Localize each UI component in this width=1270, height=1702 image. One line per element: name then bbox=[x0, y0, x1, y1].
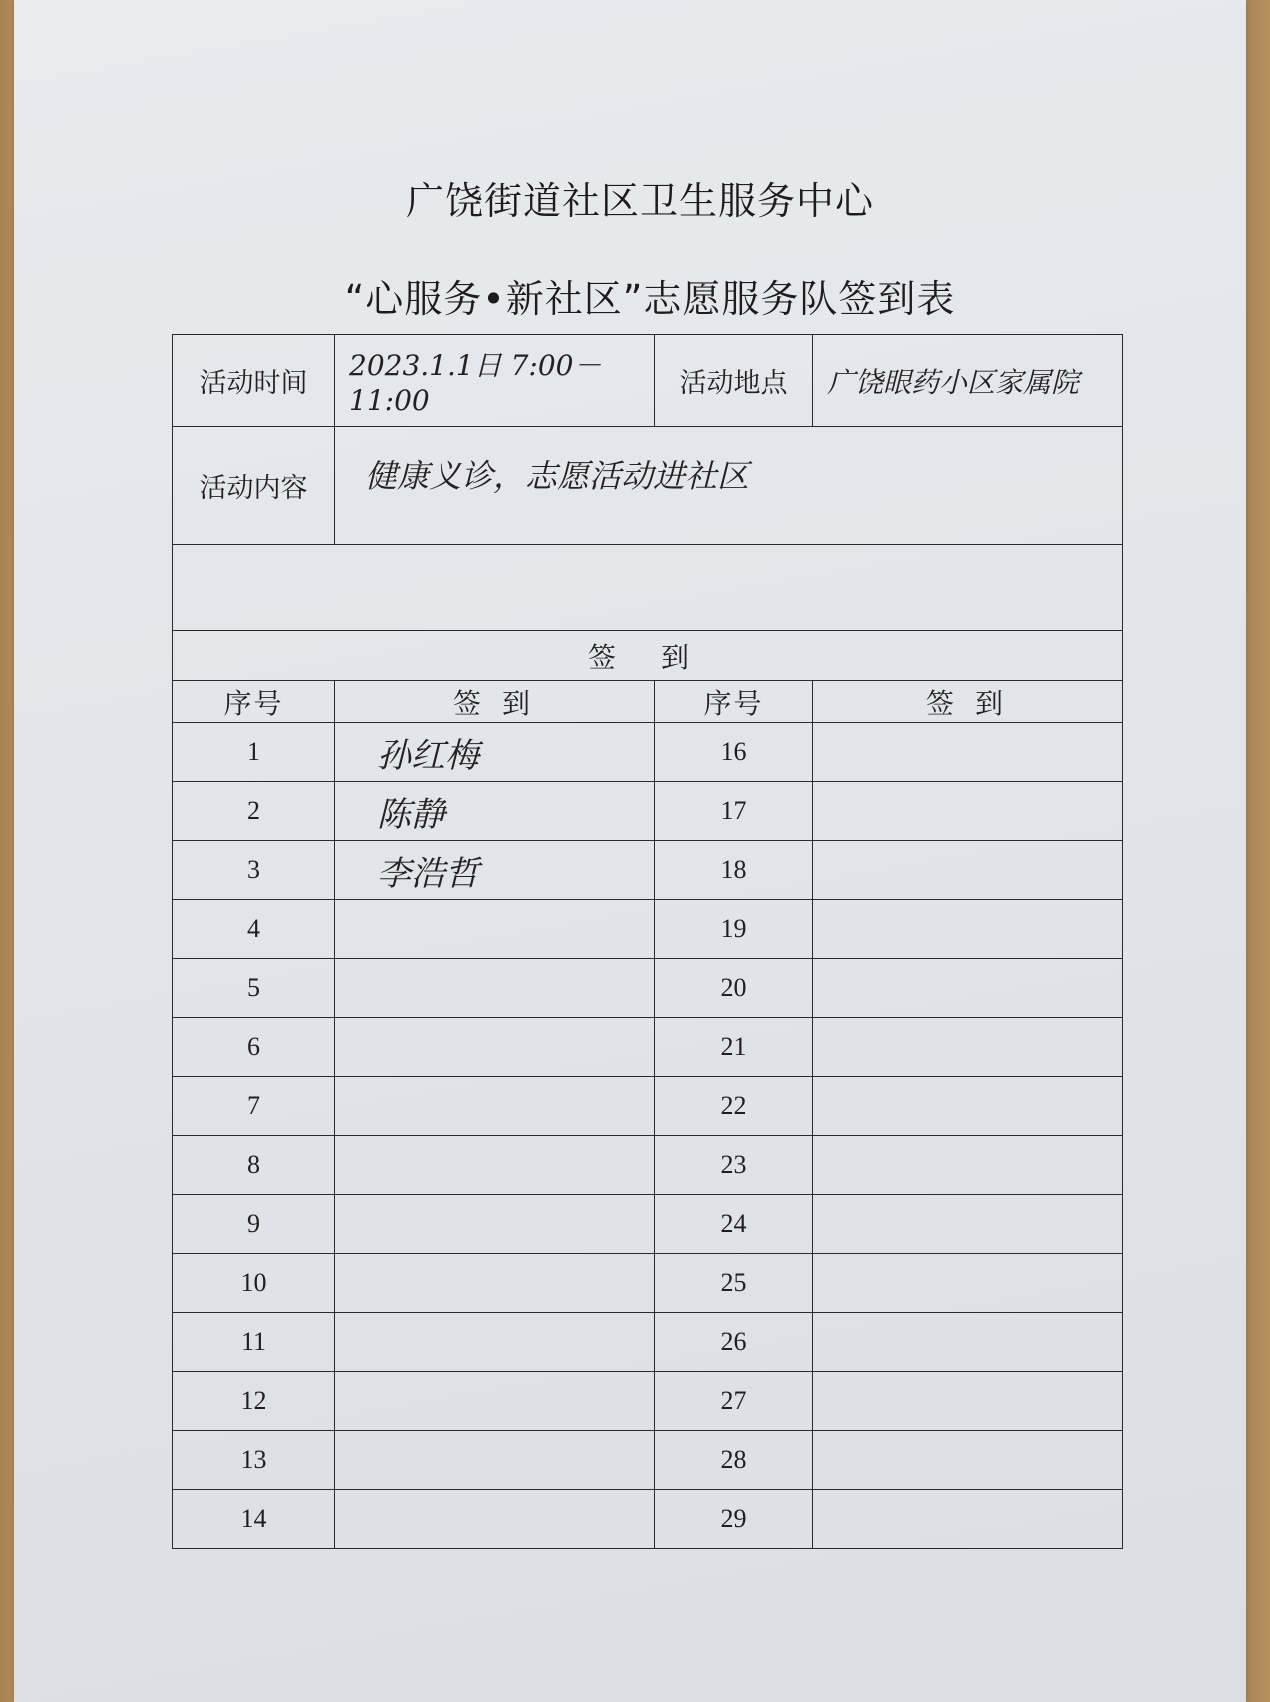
signature-cell-right[interactable] bbox=[813, 1490, 1123, 1549]
column-header-seq: 序号 bbox=[173, 681, 335, 723]
signin-table bbox=[172, 334, 1123, 1549]
signature-cell-right[interactable] bbox=[813, 1195, 1123, 1254]
column-header-row bbox=[173, 681, 1123, 723]
seq-cell: 9 bbox=[173, 1195, 335, 1254]
signature-cell-right[interactable] bbox=[813, 1313, 1123, 1372]
content-value: 健康义诊，志愿活动进社区 bbox=[335, 427, 1123, 545]
signature-cell-right[interactable] bbox=[813, 1136, 1123, 1195]
seq-cell-right: 29 bbox=[655, 1490, 813, 1549]
signature-cell[interactable] bbox=[335, 1431, 655, 1490]
table-row bbox=[173, 1195, 1123, 1254]
table-row bbox=[173, 959, 1123, 1018]
info-row-content bbox=[173, 427, 1123, 545]
table-row bbox=[173, 1431, 1123, 1490]
time-value: 2023.1.1日 7:00－11:00 bbox=[335, 335, 655, 427]
seq-cell-right: 27 bbox=[655, 1372, 813, 1431]
table-row bbox=[173, 1313, 1123, 1372]
content-label: 活动内容 bbox=[173, 427, 335, 545]
seq-cell: 8 bbox=[173, 1136, 335, 1195]
signature-cell[interactable] bbox=[335, 1490, 655, 1549]
table-row bbox=[173, 782, 1123, 841]
signature-cell[interactable] bbox=[335, 900, 655, 959]
table-row bbox=[173, 1490, 1123, 1549]
signature-cell[interactable]: 孙红梅 bbox=[335, 723, 655, 782]
seq-cell-right: 21 bbox=[655, 1018, 813, 1077]
table-row bbox=[173, 1018, 1123, 1077]
seq-cell-right: 24 bbox=[655, 1195, 813, 1254]
signature-cell[interactable] bbox=[335, 1077, 655, 1136]
signature-cell-right[interactable] bbox=[813, 1018, 1123, 1077]
seq-cell-right: 23 bbox=[655, 1136, 813, 1195]
seq-cell: 13 bbox=[173, 1431, 335, 1490]
table-row bbox=[173, 1136, 1123, 1195]
signature-cell[interactable] bbox=[335, 1195, 655, 1254]
seq-cell: 14 bbox=[173, 1490, 335, 1549]
signature-cell-right[interactable] bbox=[813, 841, 1123, 900]
seq-cell: 7 bbox=[173, 1077, 335, 1136]
signature-cell-right[interactable] bbox=[813, 1077, 1123, 1136]
blank-row bbox=[173, 545, 1123, 631]
wood-background-right bbox=[1248, 0, 1270, 1702]
table-row bbox=[173, 900, 1123, 959]
signature-cell-right[interactable] bbox=[813, 1254, 1123, 1313]
place-label: 活动地点 bbox=[655, 335, 813, 427]
signature-cell[interactable] bbox=[335, 1018, 655, 1077]
seq-cell-right: 19 bbox=[655, 900, 813, 959]
seq-cell: 11 bbox=[173, 1313, 335, 1372]
signature-cell-right[interactable] bbox=[813, 900, 1123, 959]
time-label: 活动时间 bbox=[173, 335, 335, 427]
seq-cell-right: 22 bbox=[655, 1077, 813, 1136]
document-subtitle: “心服务•新社区”志愿服务队签到表 bbox=[344, 277, 956, 321]
seq-cell-right: 28 bbox=[655, 1431, 813, 1490]
seq-cell-right: 16 bbox=[655, 723, 813, 782]
info-row-time bbox=[173, 335, 1123, 427]
signature-cell-right[interactable] bbox=[813, 959, 1123, 1018]
place-value: 广饶眼药小区家属院 bbox=[813, 335, 1123, 427]
table-row bbox=[173, 1077, 1123, 1136]
seq-cell: 4 bbox=[173, 900, 335, 959]
seq-cell: 3 bbox=[173, 841, 335, 900]
signature-cell[interactable] bbox=[335, 1254, 655, 1313]
signature-cell[interactable] bbox=[335, 1136, 655, 1195]
table-row bbox=[173, 723, 1123, 782]
column-header-sign2: 签 到 bbox=[813, 681, 1123, 723]
blank-cell bbox=[173, 545, 1123, 631]
seq-cell: 1 bbox=[173, 723, 335, 782]
signin-section-row bbox=[173, 631, 1123, 681]
signin-section-title: 签 到 bbox=[173, 631, 1123, 681]
seq-cell: 5 bbox=[173, 959, 335, 1018]
table-row bbox=[173, 1254, 1123, 1313]
signature-cell[interactable] bbox=[335, 959, 655, 1018]
signature-cell-right[interactable] bbox=[813, 782, 1123, 841]
seq-cell-right: 17 bbox=[655, 782, 813, 841]
seq-cell-right: 18 bbox=[655, 841, 813, 900]
seq-cell-right: 26 bbox=[655, 1313, 813, 1372]
signature-cell-right[interactable] bbox=[813, 723, 1123, 782]
seq-cell: 10 bbox=[173, 1254, 335, 1313]
seq-cell: 2 bbox=[173, 782, 335, 841]
table-row bbox=[173, 1372, 1123, 1431]
seq-cell: 12 bbox=[173, 1372, 335, 1431]
signature-cell-right[interactable] bbox=[813, 1372, 1123, 1431]
document-title: 广饶街道社区卫生服务中心 bbox=[405, 179, 874, 223]
signature-cell-right[interactable] bbox=[813, 1431, 1123, 1490]
seq-cell: 6 bbox=[173, 1018, 335, 1077]
column-header-seq2: 序号 bbox=[655, 681, 813, 723]
column-header-sign: 签 到 bbox=[335, 681, 655, 723]
signature-cell[interactable]: 李浩哲 bbox=[335, 841, 655, 900]
table-row bbox=[173, 841, 1123, 900]
signature-cell[interactable] bbox=[335, 1313, 655, 1372]
seq-cell-right: 20 bbox=[655, 959, 813, 1018]
signin-rows bbox=[173, 723, 1123, 1549]
seq-cell-right: 25 bbox=[655, 1254, 813, 1313]
signature-cell[interactable] bbox=[335, 1372, 655, 1431]
signature-cell[interactable]: 陈静 bbox=[335, 782, 655, 841]
